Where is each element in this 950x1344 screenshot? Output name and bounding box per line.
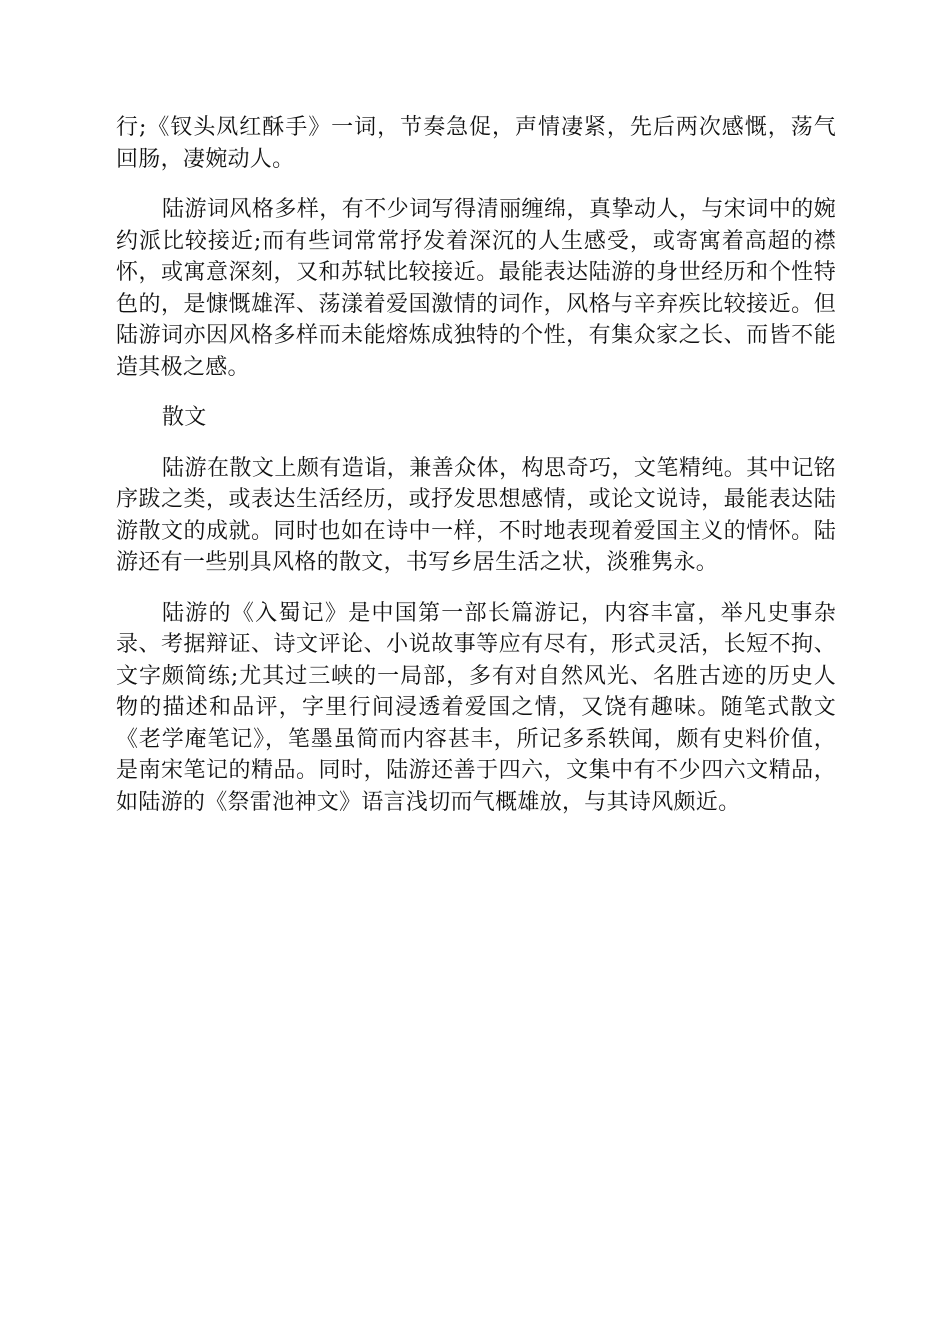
paragraph-prose-overview: 陆游在散文上颇有造诣，兼善众体，构思奇巧，文笔精纯。其中记铭序跋之类，或表达生活经历，或抒发思想感情，或论文说诗，最能表达陆游散文的成就。同时也如在诗中一样，不时地表现着爱国主义的情怀。陆游还有一些别具风格的散文，书写乡居生活之状，淡雅隽永。 [116,455,836,575]
paragraph-ru-shu-ji: 陆游的《入蜀记》是中国第一部长篇游记，内容丰富，举凡史事杂录、考据辩证、诗文评论、小说故事等应有尽有，形式灵活，长短不拘、文字颇简练;尤其过三峡的一局部，多有对自然风光、名胜古迹的历史人物的描述和品评，字里行间浸透着爱国之情，又饶有趣味。随笔式散文《老学庵笔记》，笔墨虽简而内容甚丰，所记多系轶闻，颇有史料价值，是南宋笔记的精品。同时，陆游还善于四六，文集中有不少四六文精品，如陆游的《祭雷池神文》语言浅切而气概雄放，与其诗风颇近。 [116,600,836,815]
section-heading-prose: 散文 [162,405,207,430]
paragraph-continuation: 行;《钗头凤红酥手》一词，节奏急促，声情凄紧，先后两次感慨，荡气回肠，凄婉动人。 [116,115,836,172]
paragraph-ci-style: 陆游词风格多样，有不少词写得清丽缠绵，真挚动人，与宋词中的婉约派比较接近;而有些词常常抒发着深沉的人生感受，或寄寓着高超的襟怀，或寓意深刻，又和苏轼比较接近。最能表达陆游的身世经历和个性特色的，是慷慨雄浑、荡漾着爱国激情的词作，风格与辛弃疾比较接近。但陆游词亦因风格多样而未能熔炼成独特的个性，有集众家之长、而皆不能造其极之感。 [116,197,836,380]
document-page [116,112,836,837]
